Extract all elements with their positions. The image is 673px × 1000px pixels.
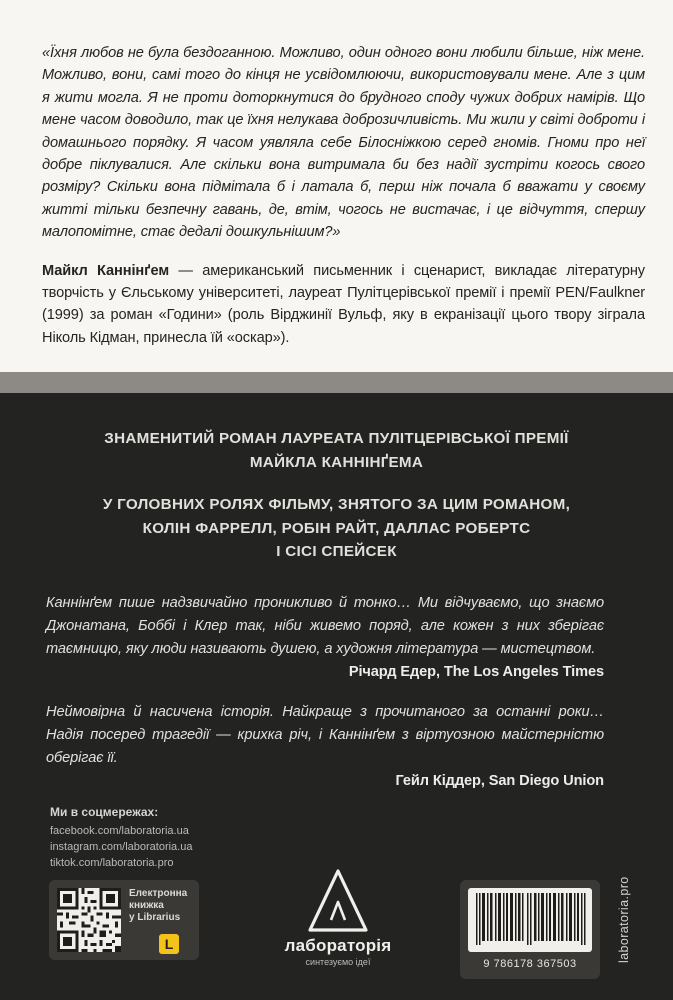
headline-line: У ГОЛОВНИХ РОЛЯХ ФІЛЬМУ, ЗНЯТОГО ЗА ЦИМ РОМАНОМ,: [102, 496, 571, 513]
ebook-qr-block: [49, 880, 199, 960]
social-link-tiktok[interactable]: tiktok.com/laboratoria.pro: [50, 857, 174, 869]
headline-line: ЗНАМЕНИТИЙ РОМАН ЛАУРЕАТА ПУЛІТЦЕРІВСЬКОЇ ПРЕМІЇ: [104, 430, 569, 447]
ebook-label-line: Електронна: [129, 888, 188, 899]
headline-line: І СІСІ СПЕЙСЕК: [276, 543, 397, 560]
social-link-instagram[interactable]: instagram.com/laboratoria.ua: [50, 841, 193, 853]
publisher-website[interactable]: laboratoria.pro: [617, 876, 631, 963]
author-name: Майкл Каннінґем: [42, 262, 170, 279]
review: [46, 701, 604, 793]
headline-line: КОЛІН ФАРРЕЛЛ, РОБІН РАЙТ, ДАЛЛАС РОБЕРТС: [142, 519, 531, 537]
ebook-label: [129, 888, 187, 924]
publisher-name: лабораторія: [284, 936, 392, 955]
isbn-block: [460, 880, 600, 979]
review-text: Каннінґем пише надзвичайно проникливо й тонко… Ми відчуваємо, що знаємо Джонатана, Боббі і Клер так, ніби живемо поряд, але кожен з них зберігає таємницю, яку люди називають душею, а художня література — мистецтвом.: [46, 595, 604, 657]
librarius-logo-icon: L: [159, 934, 179, 954]
review-text: Неймовірна й насичена історія. Найкраще з прочитаного за останні роки… Надія посеред трагедії — крихка річ, і Каннінґем з віртуозною майстерністю оберігає її.: [46, 704, 604, 766]
review-author: Гейл Кіддер, San Diego Union: [395, 773, 604, 789]
isbn-number: 9 786178 367503: [483, 958, 577, 970]
social-title: Ми в соцмережах:: [50, 805, 159, 819]
ebook-label-line: у Librarius: [129, 912, 181, 923]
main-quote: «Їхня любов не була бездоганною. Можливо, один одного вони любили більше, ніж мене. Можливо, вони, самі того до кінця не усвідомлюючи, використовували мене. Але з цим я жити могла. Я не проти доторкнутися до брудного споду чужих добрих намірів. Що мене часом доводило, так це їхня нелукава доброзичливість. Ми жили у світі доброти і домашнього порядку. Я часом уявляла себе Білосніжкою серед гномів. Гноми про неї добре піклувалися. Але скільки вона витримала би без надії зустріти когось свого розміру? Скільки вона підмітала б і латала б, перш ніж почала б вважати у своєму житті тільки безпечну гавань, де, втім, чогось не вистачає, і це відчуття, спершу малопомітне, стає дедалі дошкульнішим?»: [42, 45, 645, 241]
headline-line: МАЙКЛА КАННІНҐЕМА: [249, 453, 424, 471]
author-bio-text: — американський письменник і сценарист, викладає літературну творчість у Єльському університеті, лауреат Пулітцерівської премії і премії PEN/Faulkner (1999) за роман «Години» (роль Вірджинії Вульф, яку в екранізації цього твору зіграла Ніколь Кідман, принесла їй «оскар»).: [42, 262, 646, 346]
barcode-icon: [468, 888, 592, 952]
qr-code-icon[interactable]: [57, 888, 121, 952]
headline-cast: [0, 493, 673, 564]
ebook-label-line: книжка: [129, 900, 164, 911]
grey-divider-band: [0, 372, 673, 393]
lower-section: [0, 393, 673, 1000]
publisher-logo-icon: [307, 868, 369, 934]
review-author: Річард Едер, The Los Angeles Times: [348, 664, 604, 680]
social-links: [50, 804, 192, 871]
author-bio: [42, 260, 645, 350]
headline-prize: [0, 427, 673, 474]
social-link-facebook[interactable]: facebook.com/laboratoria.ua: [50, 825, 189, 837]
publisher-tagline: синтезуємо ідеї: [305, 957, 371, 967]
upper-section: [0, 0, 673, 372]
review: [46, 592, 604, 684]
publisher-logo: [268, 868, 408, 967]
